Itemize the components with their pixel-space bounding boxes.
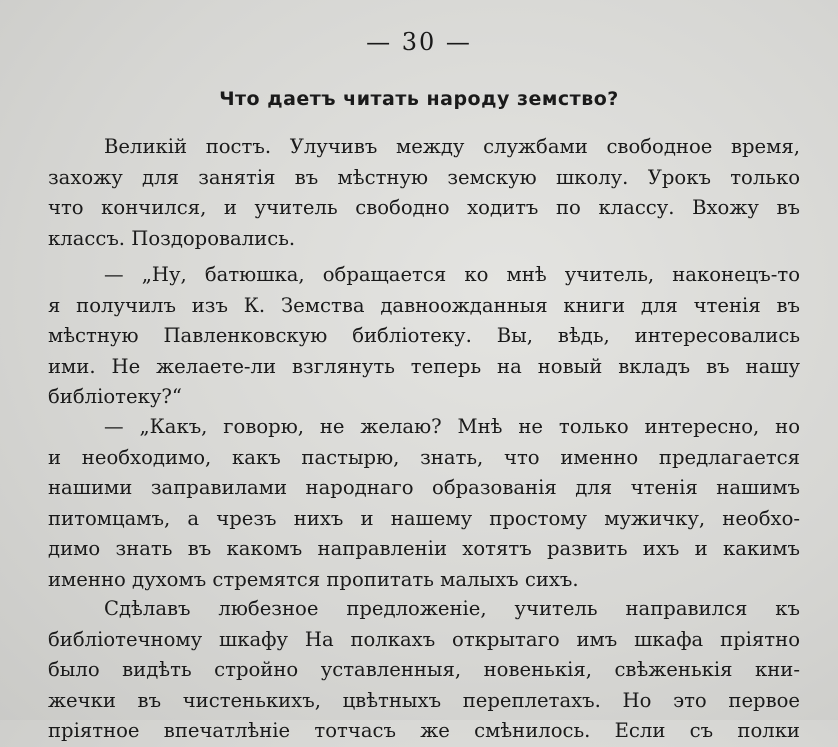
paragraph-4 — [48, 594, 800, 747]
page-number: — 30 — — [366, 28, 472, 56]
text-line: захожу для занятiя въ мѣстную земскую школу. Урокъ только — [48, 165, 800, 189]
text-line: — „Ну, батюшка, обращается ко мнѣ учитель, наконецъ-то — [104, 263, 800, 286]
section-heading: Что даетъ читать народу земство? — [219, 88, 619, 110]
text-line: — „Какъ, говорю, не желаю? Мнѣ не только интересно, но — [104, 415, 800, 438]
text-line: было видѣть стройно уставленныя, новенькiя, свѣженькiя кни- — [48, 658, 800, 681]
text-line: именно духомъ стремятся пропитать малыхъ сихъ. — [48, 567, 579, 591]
text-line: ими. Не желаете-ли взглянуть теперь на новый вкладъ въ нашу — [48, 354, 800, 378]
text-line: я получилъ изъ К. Земства давноожданныя книги для чтенiя въ — [48, 293, 800, 317]
text-line: библiотечному шкафу На полкахъ открытаго имъ шкафа прiятно — [48, 627, 800, 651]
text-line: прiятное впечатлѣнiе тотчасъ же смѣнилось. Если съ полки — [48, 719, 800, 742]
text-line: нашими заправилами народнаго образованiя для чтенiя нашимъ — [48, 476, 800, 499]
text-line: жечки въ чистенькихъ, цвѣтныхъ переплетахъ. Но это первое — [48, 688, 800, 712]
text-line: димо знать въ какомъ направленiи хотятъ развить ихъ и какимъ — [48, 537, 800, 560]
text-line: классъ. Поздоровались. — [48, 226, 296, 250]
text-line: мѣстную Павленковскую библiотеку. Вы, вѣдь, интересовались — [48, 324, 800, 347]
paragraph-1 — [48, 132, 800, 254]
text-line: и необходимо, какъ пастырю, знать, что именно предлагается — [48, 445, 800, 469]
text-line: Сдѣлавъ любезное предложенiе, учитель направился къ — [104, 597, 800, 620]
text-line: питомцамъ, а чрезъ нихъ и нашему простому мужичку, необхо- — [48, 506, 800, 530]
paragraph-3 — [48, 412, 800, 595]
paragraph-2 — [48, 260, 800, 413]
text-line: Великiй постъ. Улучивъ между службами свободное время, — [104, 135, 800, 158]
text-line: библiотеку?“ — [48, 385, 182, 408]
text-line: что кончился, и учитель свободно ходитъ по классу. Вхожу въ — [48, 196, 800, 219]
